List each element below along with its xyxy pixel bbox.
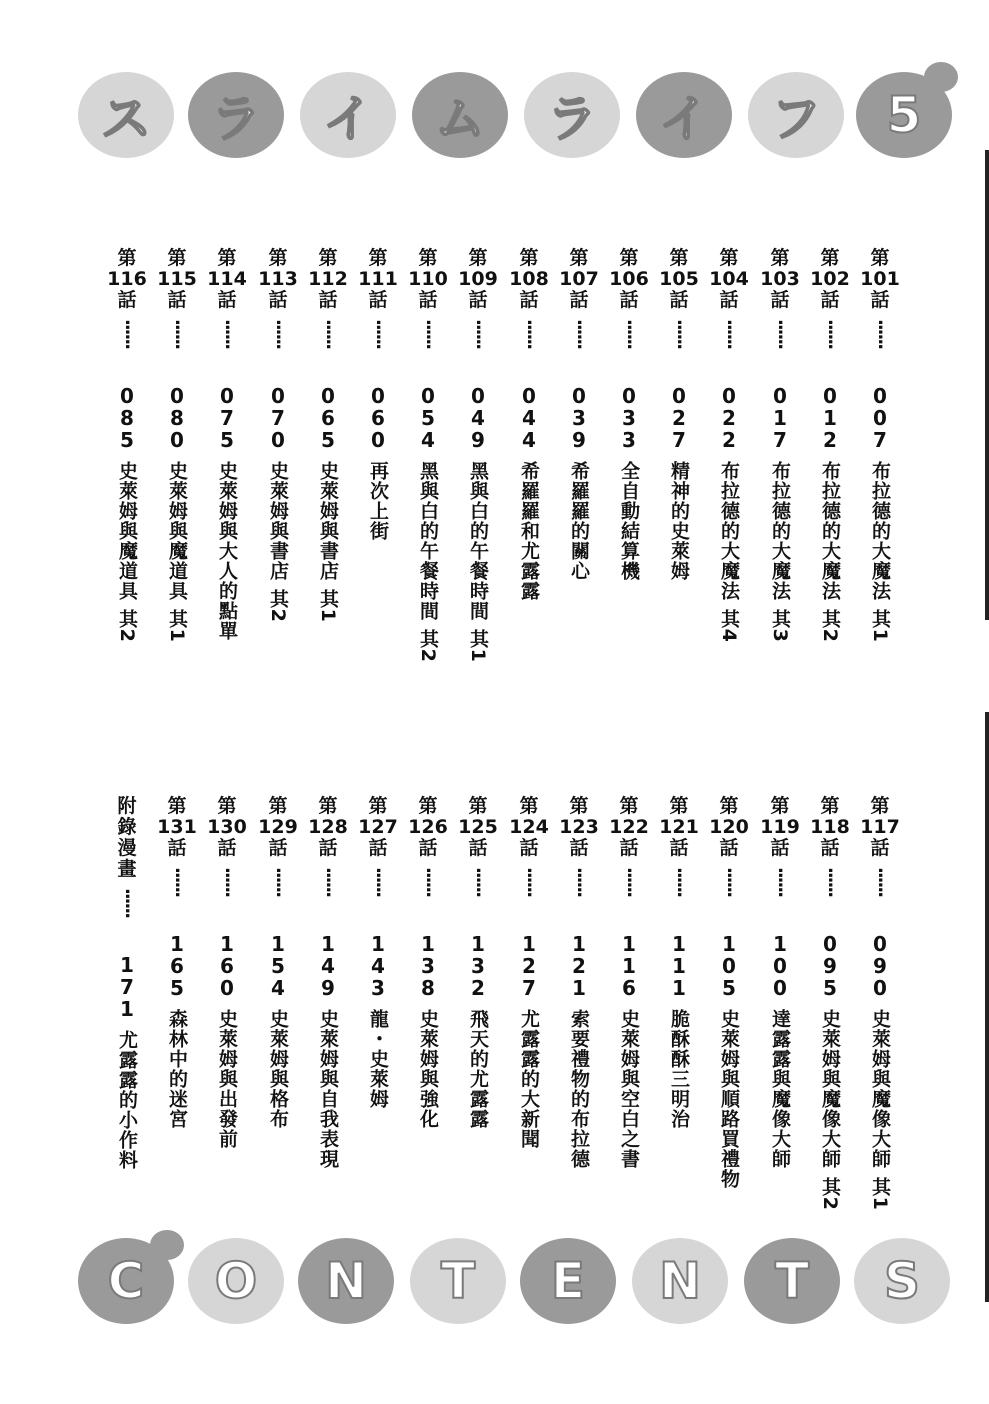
- chapter-title: 史萊姆與強化: [417, 1009, 439, 1129]
- leader-dots: ······: [668, 319, 690, 349]
- leader-dots: ······: [417, 319, 439, 349]
- leader-dots: ······: [718, 867, 740, 897]
- chapter-title: 希羅羅和尤露露: [518, 461, 540, 601]
- leader-dots: ······: [116, 319, 138, 349]
- chapter-title: 史萊姆與魔像大師 其2: [819, 1009, 841, 1211]
- leader-dots: ······: [417, 867, 439, 897]
- toc-entry: [153, 796, 201, 1129]
- page-number: 0 3 9: [572, 384, 586, 452]
- toc-entry: [354, 248, 402, 541]
- chapter-title: 龍・史萊姆: [367, 1009, 389, 1109]
- chapter-title: 史萊姆與順路買禮物: [718, 1009, 740, 1189]
- chapter-title: 布拉德的大魔法 其2: [819, 461, 841, 643]
- chapter-title: 精神的史萊姆: [668, 461, 690, 581]
- header-title-letter: [524, 72, 620, 158]
- bubble-tail: [150, 1230, 184, 1260]
- title-letter-text: フ: [771, 90, 821, 148]
- chapter-title: 史萊姆與魔像大師 其1: [869, 1009, 891, 1211]
- chapter-label: 附 錄 漫 畫: [117, 795, 137, 880]
- chapter-label: 第 113 話: [258, 247, 298, 311]
- toc-entry: [404, 248, 452, 663]
- leader-dots: ······: [618, 867, 640, 897]
- chapter-label: 第 123 話: [559, 795, 599, 859]
- leader-dots: ······: [518, 867, 540, 897]
- toc-entry: [705, 248, 753, 643]
- chapter-label: 第 130 話: [207, 795, 247, 859]
- title-letter-text: イ: [323, 90, 373, 148]
- page-number: 0 0 7: [873, 384, 887, 452]
- leader-dots: ······: [668, 867, 690, 897]
- title-letter-text: イ: [659, 90, 709, 148]
- header-title: [0, 72, 989, 192]
- leader-dots: ······: [116, 888, 138, 918]
- chapter-label: 第 119 話: [760, 795, 800, 859]
- page-number: 1 3 2: [471, 932, 485, 1000]
- chapter-label: 第 131 話: [157, 795, 197, 859]
- chapter-label: 第 127 話: [358, 795, 398, 859]
- footer-title-letter: [298, 1238, 394, 1324]
- chapter-title: 史萊姆與魔道具 其2: [116, 461, 138, 643]
- page-number: 1 4 3: [371, 932, 385, 1000]
- page-number: 0 5 4: [421, 384, 435, 452]
- page-number: 1 1 1: [672, 932, 686, 1000]
- chapter-title: 森林中的迷宮: [166, 1009, 188, 1129]
- chapter-label: 第 101 話: [860, 247, 900, 311]
- page-number: 0 7 5: [220, 384, 234, 452]
- page-number: 1 0 5: [722, 932, 736, 1000]
- bubble-tail: [924, 62, 958, 92]
- leader-dots: ······: [317, 319, 339, 349]
- chapter-title: 尤露露的大新聞: [518, 1009, 540, 1149]
- page-number: 1 0 0: [773, 932, 787, 1000]
- chapter-title: 希羅羅的關心: [568, 461, 590, 581]
- leader-dots: ······: [769, 867, 791, 897]
- toc-entry: [806, 796, 854, 1211]
- toc-entry: [304, 248, 352, 623]
- chapter-label: 第 122 話: [609, 795, 649, 859]
- chapter-label: 第 112 話: [308, 247, 348, 311]
- leader-dots: ······: [166, 319, 188, 349]
- page-number: 0 4 9: [471, 384, 485, 452]
- header-title-letter: [300, 72, 396, 158]
- chapter-label: 第 125 話: [458, 795, 498, 859]
- toc-entry: [254, 796, 302, 1129]
- leader-dots: ······: [819, 319, 841, 349]
- header-title-letter: [78, 72, 174, 158]
- chapter-label: 第 102 話: [810, 247, 850, 311]
- chapter-label: 第 121 話: [659, 795, 699, 859]
- chapter-label: 第 128 話: [308, 795, 348, 859]
- chapter-title: 達露露與魔像大師: [769, 1009, 791, 1169]
- page-number: 1 6 0: [220, 932, 234, 1000]
- title-letter-text: ム: [435, 90, 485, 148]
- chapter-label: 第 124 話: [509, 795, 549, 859]
- chapter-label: 第 110 話: [408, 247, 448, 311]
- leader-dots: ······: [869, 867, 891, 897]
- leader-dots: ······: [267, 867, 289, 897]
- page-number: 0 3 3: [622, 384, 636, 452]
- page-number: 0 9 0: [873, 932, 887, 1000]
- chapter-label: 第 126 話: [408, 795, 448, 859]
- chapter-title: 黑與白的午餐時間 其2: [417, 461, 439, 663]
- page-number: 1 2 1: [572, 932, 586, 1000]
- toc-entry: [555, 796, 603, 1169]
- toc-entry: [505, 796, 553, 1149]
- leader-dots: ······: [317, 867, 339, 897]
- leader-dots: ······: [367, 319, 389, 349]
- page-number: 0 4 4: [522, 384, 536, 452]
- toc-entry: [856, 248, 904, 643]
- toc-entry: [756, 796, 804, 1169]
- toc-entry: [103, 248, 151, 643]
- toc-entry: [705, 796, 753, 1189]
- page-number: 0 9 5: [823, 932, 837, 1000]
- leader-dots: ······: [166, 867, 188, 897]
- toc-entry: [304, 796, 352, 1169]
- page-number: 1 7 1: [120, 953, 134, 1021]
- header-title-letter: [412, 72, 508, 158]
- footer-title-letter: [410, 1238, 506, 1324]
- chapter-title: 史萊姆與書店 其2: [267, 461, 289, 623]
- leader-dots: ······: [467, 867, 489, 897]
- page-number: 0 8 0: [170, 384, 184, 452]
- chapter-label: 第 104 話: [709, 247, 749, 311]
- toc-entry: [103, 796, 151, 1170]
- title-letter-text: O: [214, 1252, 258, 1310]
- header-title-letter: [636, 72, 732, 158]
- leader-dots: ······: [568, 319, 590, 349]
- chapter-title: 史萊姆與書店 其1: [317, 461, 339, 623]
- toc-entry: [354, 796, 402, 1109]
- page-number: 1 2 7: [522, 932, 536, 1000]
- page-number: 1 6 5: [170, 932, 184, 1000]
- chapter-title: 史萊姆與空白之書: [618, 1009, 640, 1169]
- toc-entry: [404, 796, 452, 1129]
- toc-entry: [454, 248, 502, 663]
- title-letter-text: N: [325, 1252, 367, 1310]
- chapter-label: 第 107 話: [559, 247, 599, 311]
- title-letter-text: E: [550, 1252, 586, 1310]
- toc-entry: [856, 796, 904, 1211]
- toc-entry: [605, 796, 653, 1169]
- chapter-title: 尤露露的小作料: [116, 1030, 138, 1170]
- page-edge-rule-bottom: [985, 712, 989, 1302]
- chapter-title: 史萊姆與格布: [267, 1009, 289, 1129]
- leader-dots: ······: [869, 319, 891, 349]
- toc-entry: [153, 248, 201, 643]
- header-title-letter: [856, 72, 952, 158]
- chapter-label: 第 105 話: [659, 247, 699, 311]
- leader-dots: ······: [718, 319, 740, 349]
- page-number: 1 1 6: [622, 932, 636, 1000]
- chapter-label: 第 103 話: [760, 247, 800, 311]
- leader-dots: ······: [267, 319, 289, 349]
- chapter-label: 第 117 話: [860, 795, 900, 859]
- toc-entry: [605, 248, 653, 581]
- chapter-label: 第 129 話: [258, 795, 298, 859]
- toc-entry: [655, 248, 703, 581]
- toc-entry: [655, 796, 703, 1129]
- page-number: 0 6 5: [321, 384, 335, 452]
- chapter-title: 史萊姆與大人的點單: [216, 461, 238, 641]
- footer-title-letter: [744, 1238, 840, 1324]
- page-number: 0 8 5: [120, 384, 134, 452]
- chapter-title: 索要禮物的布拉德: [568, 1009, 590, 1169]
- toc-entry: [203, 248, 251, 641]
- chapter-title: 全自動結算機: [618, 461, 640, 581]
- chapter-title: 史萊姆與自我表現: [317, 1009, 339, 1169]
- leader-dots: ······: [819, 867, 841, 897]
- footer-title-letter: [188, 1238, 284, 1324]
- toc-entry: [454, 796, 502, 1129]
- page-number: 0 2 2: [722, 384, 736, 452]
- chapter-label: 第 120 話: [709, 795, 749, 859]
- chapter-label: 第 114 話: [207, 247, 247, 311]
- leader-dots: ······: [367, 867, 389, 897]
- title-letter-text: ス: [101, 90, 151, 148]
- chapter-title: 布拉德的大魔法 其1: [869, 461, 891, 643]
- page-number: 1 5 4: [271, 932, 285, 1000]
- toc-entry: [505, 248, 553, 601]
- leader-dots: ······: [216, 867, 238, 897]
- toc-entry: [555, 248, 603, 581]
- title-letter-text: 5: [886, 86, 922, 144]
- chapter-label: 第 115 話: [157, 247, 197, 311]
- page-number: 0 7 0: [271, 384, 285, 452]
- title-letter-text: ラ: [547, 90, 597, 148]
- page-number: 0 6 0: [371, 384, 385, 452]
- leader-dots: ······: [216, 319, 238, 349]
- footer-title-letter: [632, 1238, 728, 1324]
- chapter-title: 黑與白的午餐時間 其1: [467, 461, 489, 663]
- page-number: 1 4 9: [321, 932, 335, 1000]
- footer-title-letter: [520, 1238, 616, 1324]
- footer-title-letter: [78, 1238, 174, 1324]
- page-number: 0 2 7: [672, 384, 686, 452]
- chapter-title: 飛天的尤露露: [467, 1009, 489, 1129]
- title-letter-text: S: [883, 1252, 920, 1310]
- header-title-letter: [188, 72, 284, 158]
- chapter-label: 第 108 話: [509, 247, 549, 311]
- footer-contents-title: [0, 1238, 989, 1358]
- title-letter-text: T: [774, 1252, 810, 1310]
- page-number: 1 3 8: [421, 932, 435, 1000]
- toc-entry: [806, 248, 854, 643]
- chapter-title: 布拉德的大魔法 其3: [769, 461, 791, 643]
- toc-entry: [756, 248, 804, 643]
- title-letter-text: N: [659, 1252, 701, 1310]
- chapter-label: 第 111 話: [358, 247, 398, 311]
- title-letter-text: ラ: [211, 90, 261, 148]
- page-number: 0 1 2: [823, 384, 837, 452]
- leader-dots: ······: [769, 319, 791, 349]
- leader-dots: ······: [568, 867, 590, 897]
- chapter-title: 史萊姆與魔道具 其1: [166, 461, 188, 643]
- chapter-label: 第 109 話: [458, 247, 498, 311]
- leader-dots: ······: [467, 319, 489, 349]
- title-letter-text: C: [107, 1252, 145, 1310]
- chapter-title: 史萊姆與出發前: [216, 1009, 238, 1149]
- leader-dots: ······: [518, 319, 540, 349]
- chapter-label: 第 116 話: [107, 247, 147, 311]
- leader-dots: ······: [618, 319, 640, 349]
- page-number: 0 1 7: [773, 384, 787, 452]
- chapter-title: 再次上街: [367, 461, 389, 541]
- footer-title-letter: [854, 1238, 950, 1324]
- title-letter-text: T: [440, 1252, 476, 1310]
- chapter-label: 第 118 話: [810, 795, 850, 859]
- toc-entry: [254, 248, 302, 623]
- page-edge-rule-top: [985, 150, 989, 620]
- chapter-label: 第 106 話: [609, 247, 649, 311]
- chapter-title: 脆酥酥三明治: [668, 1009, 690, 1129]
- header-title-letter: [748, 72, 844, 158]
- toc-entry: [203, 796, 251, 1149]
- chapter-title: 布拉德的大魔法 其4: [718, 461, 740, 643]
